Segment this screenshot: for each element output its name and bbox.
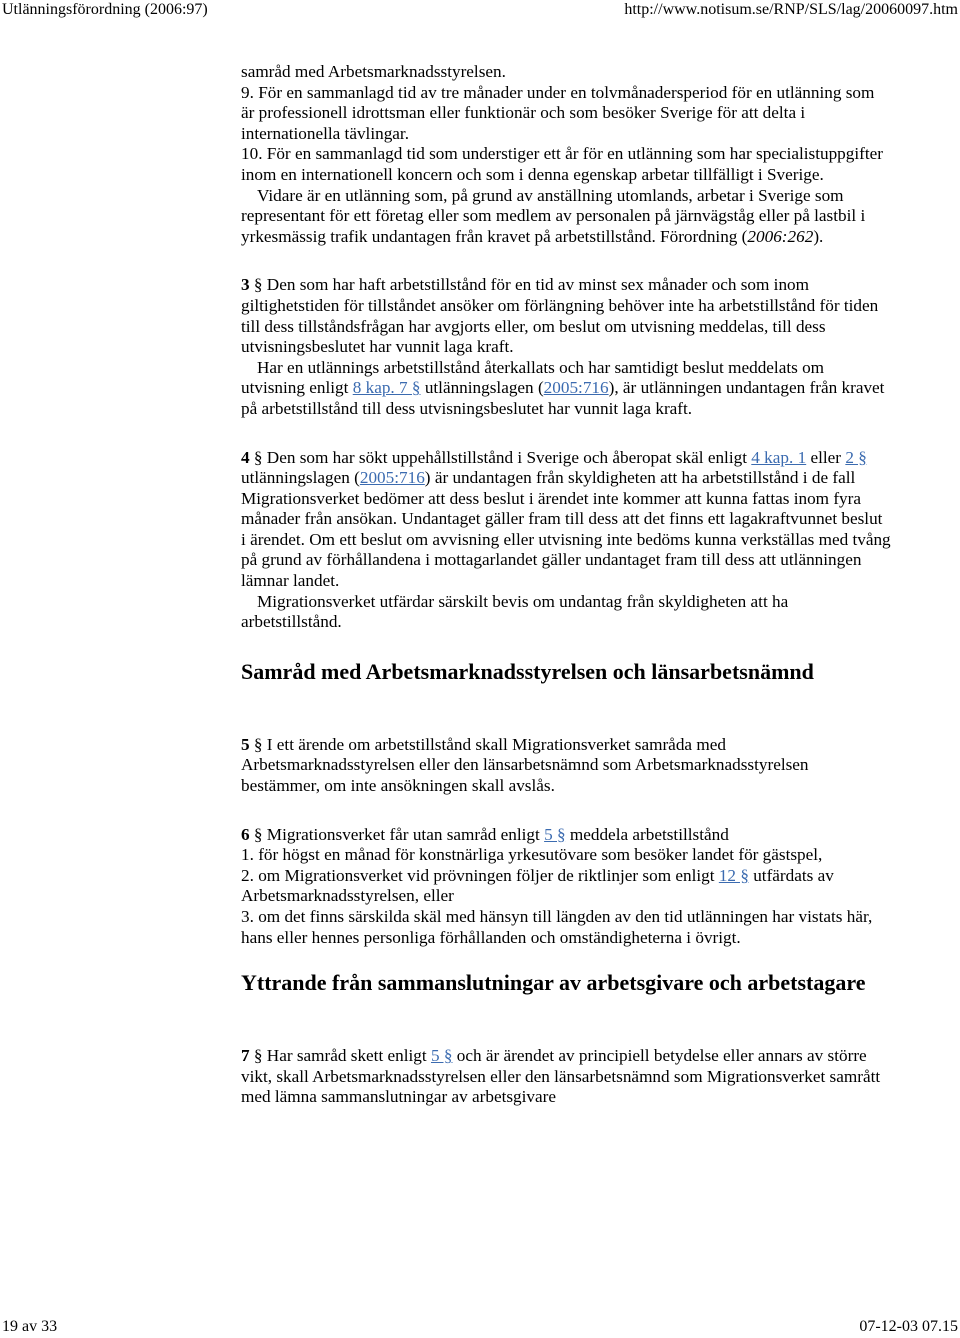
- document-title: Utlänningsförordning (2006:97): [2, 1, 208, 18]
- section-sign: §: [253, 734, 263, 754]
- section-sign: §: [253, 824, 263, 844]
- section-heading: Samråd med Arbetsmarknadsstyrelsen och länsarbetsnämnd: [241, 658, 814, 684]
- section-3: 3 § Den som har haft arbetstillstånd för en tid av minst sex månader och som inom giltighetstiden för tillståndet ansöker om förlängning behöver inte ha arbetstillstånd för tiden till dess tillståndsfrågan har avgjorts eller, om beslut om utvisning meddelas, till dess utvisningsbeslutet har vunnit laga kraft.: [241, 275, 879, 357]
- section-number: 5: [241, 734, 250, 754]
- print-datetime: 07-12-03 07.15: [859, 1318, 958, 1335]
- law-link[interactable]: 12 §: [718, 865, 749, 885]
- list-item: 10. För en sammanlagd tid som understiger ett år för en utlänning som har specialistuppgifter inom en internationell koncern och som i denna egenskap arbetar tillfälligt i Sverige.: [241, 144, 883, 184]
- document-body: [241, 62, 891, 1108]
- list-item: 9. För en sammanlagd tid av tre månader under en tolvmånadersperiod för en utlänning som är professionell idrottsman eller funktionär och som besöker Sverige för att delta i internationella tävlingar.: [241, 82, 875, 143]
- print-header: [0, 0, 960, 22]
- document-url: http://www.notisum.se/RNP/SLS/lag/20060097.htm: [624, 1, 958, 18]
- paragraph: Har en utlännings arbetstillstånd återkallats och har samtidigt beslut meddelats om utvisning enligt 8 kap. 7 § utlänningslagen (2005:716), är utlänningen undantagen från kravet på arbetstillstånd till dess utvisningsbeslutet har vunnit laga kraft.: [241, 357, 885, 418]
- law-link[interactable]: 2 §: [845, 447, 867, 467]
- section-number: 3: [241, 275, 250, 295]
- section-sign: §: [253, 447, 263, 467]
- section-number: 4: [241, 447, 250, 467]
- section-4: 4 § Den som har sökt uppehållstillstånd i Sverige och åberopat skäl enligt 4 kap. 1 eller 2 § utlänningslagen (2005:716) är undantagen från skyldigheten att ha arbetstillstånd i de fall Migrationsverket bedömer att dess beslut i ärendet inte kommer att kunna fattas inom fyra månader från ansökan. Undantaget gäller fram till dess att det finns ett lagakraftvunnet beslut i ärendet. Om ett beslut om avvisning eller utvisning inte bedöms kunna verkställas med tvång på grund av förhållandena i mottagarlandet gäller undantaget fram till dess att utlänningen lämnar landet.: [241, 447, 891, 591]
- law-link[interactable]: 4 kap. 1: [751, 447, 807, 467]
- section-6: 6 § Migrationsverket får utan samråd enligt 5 § meddela arbetstillstånd: [241, 824, 729, 844]
- law-link[interactable]: 8 kap. 7 §: [352, 378, 421, 398]
- section-number: 6: [241, 824, 250, 844]
- section-5: 5 § I ett ärende om arbetstillstånd skall Migrationsverket samråda med Arbetsmarknadsstyrelsen eller den länsarbetsnämnd som Arbetsmarknadsstyrelsen bestämmer, om inte ansökningen skall avslås.: [241, 734, 809, 796]
- paragraph: Vidare är en utlänning som, på grund av anställning utomlands, arbetar i Sverige som representant för ett företag eller som medlem av personalen på järnvägståg eller på lastbil i yrkesmässig trafik undantagen från kravet på arbetstillstånd. Förordning (2006:262).: [241, 185, 866, 246]
- section-7: 7 § Har samråd skett enligt 5 § och är ärendet av principiell betydelse eller annars av större vikt, skall Arbetsmarknadsstyrelsen eller den länsarbetsnämnd som Migrationsverket samrått med lämna sammanslutningar av arbetsgivare: [241, 1046, 881, 1107]
- section-number: 7: [241, 1046, 250, 1066]
- section-sign: §: [253, 275, 263, 295]
- section-sign: §: [253, 1046, 263, 1066]
- law-link[interactable]: 2005:716: [359, 468, 425, 488]
- law-link[interactable]: 5 §: [430, 1046, 453, 1066]
- ordinance-reference: 2006:262: [747, 226, 814, 246]
- paragraph: samråd med Arbetsmarknadsstyrelsen.: [241, 62, 506, 81]
- list-item: 3. om det finns särskilda skäl med hänsyn till längden av den tid utlänningen har vistats här, hans eller hennes personliga förhållanden och omständigheterna i övrigt.: [241, 907, 873, 947]
- page-number: 19 av 33: [2, 1318, 58, 1335]
- law-link[interactable]: 2005:716: [543, 378, 609, 398]
- section-heading: Yttrande från sammanslutningar av arbetsgivare och arbetstagare: [241, 970, 866, 996]
- list-item: 2. om Migrationsverket vid prövningen följer de riktlinjer som enligt 12 § utfärdats av Arbetsmarknadsstyrelsen, eller: [241, 865, 834, 906]
- list-item: 1. för högst en månad för konstnärliga yrkesutövare som besöker landet för gästspel,: [241, 845, 823, 865]
- law-link[interactable]: 5 §: [544, 824, 566, 844]
- paragraph: Migrationsverket utfärdar särskilt bevis om undantag från skyldigheten att ha arbetstillstånd.: [241, 591, 789, 632]
